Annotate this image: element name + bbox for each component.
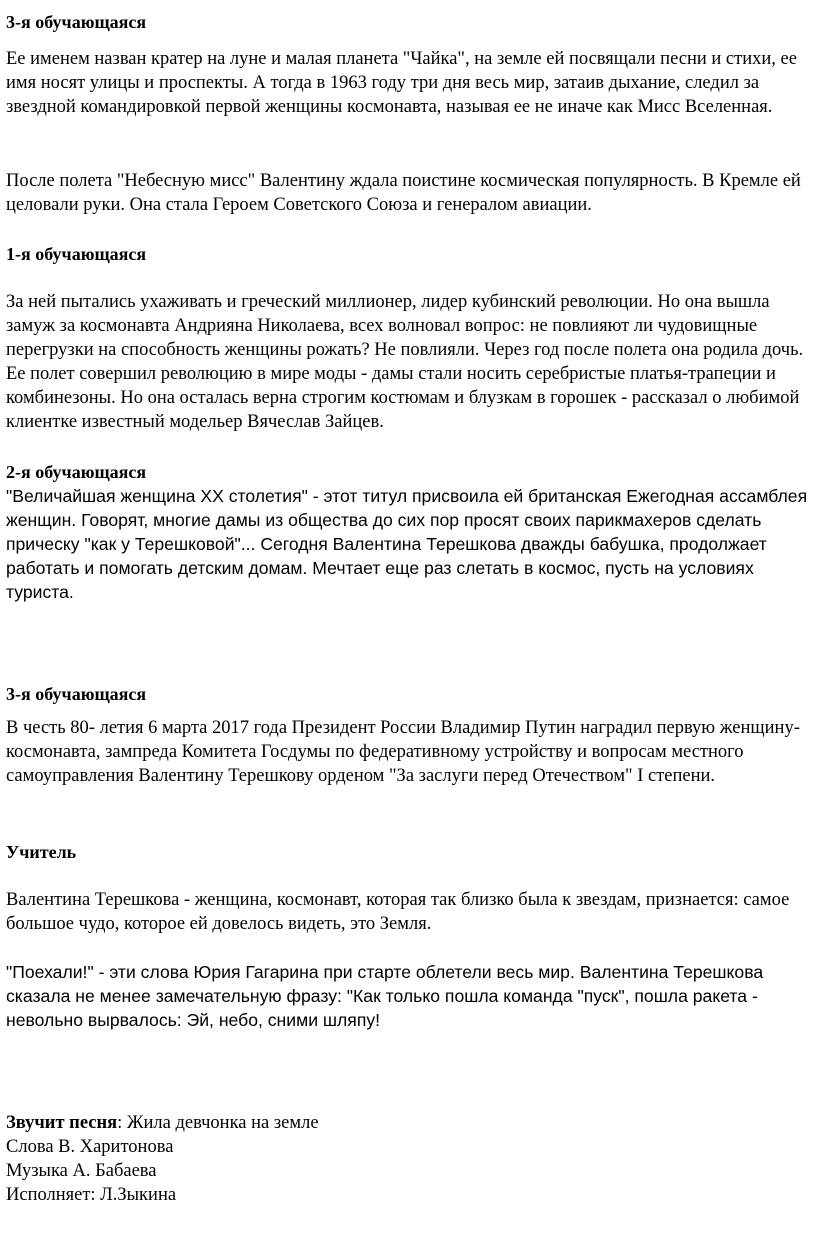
song-label: Звучит песня bbox=[6, 1113, 118, 1133]
section-paragraph: За ней пытались ухаживать и греческий миллионер, лидер кубинский революции. Но она вышла замуж за космонавта Андрияна Николаева, всех волновал вопрос: не повлияют ли чудовищные перегрузки на способность женщины рожать? Не повлияли. Через год после полета она родила дочь. Ее полет совершил революцию в мире моды - дамы стали носить серебристые платья-трапеции и комбинезоны. Но она осталась верна строгим костюмам и блузкам в горошек - рассказал о любимой клиентке известный модельер Вячеслав Зайцев. bbox=[6, 292, 804, 432]
section-heading: 1-я обучающаяся bbox=[6, 244, 147, 264]
song-title: Жила девчонка на земле bbox=[126, 1113, 319, 1133]
song-info bbox=[6, 1111, 811, 1207]
section-paragraph: "Величайшая женщина XX столетия" - этот титул присвоила ей британская Ежегодная ассамблея женщин. Говорят, многие дамы из общества до сих пор просят своих парикмахеров сделать прическу "как у Терешковой"... Сегодня Валентина Терешкова дважды бабушка, продолжает работать и помогать детским домам. Мечтает еще раз слетать в космос, пусть на условиях туриста. bbox=[6, 486, 808, 602]
section-heading: 3-я обучающаяся bbox=[6, 12, 147, 32]
song-lyrics-author: Слова В. Харитонова bbox=[6, 1137, 174, 1157]
section-paragraph: После полета "Небесную мисс" Валентину ждала поистине космическая популярность. В Кремле ей целовали руки. Она стала Героем Советского Союза и генералом авиации. bbox=[6, 171, 801, 215]
song-performer: Исполняет: Л.Зыкина bbox=[6, 1185, 177, 1205]
section-heading: 3-я обучающаяся bbox=[6, 684, 147, 704]
section-heading: Учитель bbox=[6, 842, 77, 862]
section-paragraph: В честь 80- летия 6 марта 2017 года Президент России Владимир Путин наградил первую женщину-космонавта, зампреда Комитета Госдумы по федеративному устройству и вопросам местного самоуправления Валентину Терешкову орденом "За заслуги перед Отечеством" I степени. bbox=[6, 718, 800, 786]
song-title-line bbox=[6, 1111, 811, 1135]
song-separator: : bbox=[117, 1113, 127, 1133]
section-heading: 2-я обучающаяся bbox=[6, 462, 147, 482]
section-paragraph: "Поехали!" - эти слова Юрия Гагарина при старте облетели весь мир. Валентина Терешкова сказала не менее замечательную фразу: "Как только пошла команда "пуск", пошла ракета - невольно вырвалось: Эй, небо, сними шляпу! bbox=[6, 962, 764, 1030]
section-paragraph: Валентина Терешкова - женщина, космонавт, которая так близко была к звездам, признается: самое большое чудо, которое ей довелось видеть, это Земля. bbox=[6, 890, 790, 934]
song-composer: Музыка А. Бабаева bbox=[6, 1161, 157, 1181]
section-paragraph: Ее именем назван кратер на луне и малая планета "Чайка", на земле ей посвящали песни и стихи, ее имя носят улицы и проспекты. А тогда в 1963 году три дня весь мир, затаив дыхание, следил за звездной командировкой первой женщины космонавта, называя ее не иначе как Мисс Вселенная. bbox=[6, 49, 797, 117]
